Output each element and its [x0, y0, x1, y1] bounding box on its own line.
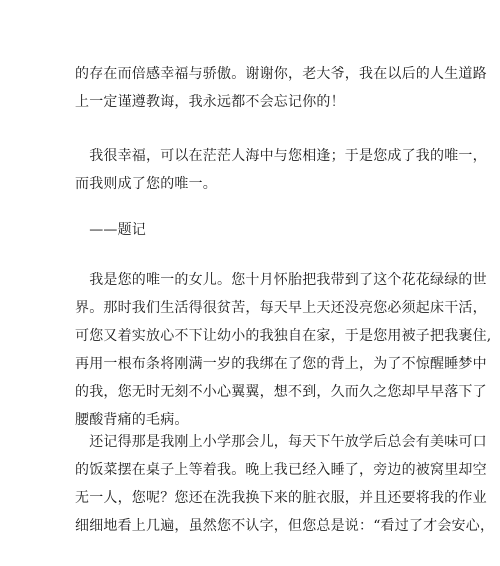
text-line: 细细地看上几遍，虽然您不认字，但您总是说：“看过了才会安心， — [75, 518, 495, 534]
text-line: 的我，您无时无刻不小心翼翼，想不到，久而久之您却早早落下了 — [75, 384, 487, 400]
text-line: 无一人，您呢？您还在洗我换下来的脏衣服，并且还要将我的作业 — [75, 490, 487, 506]
paragraph-primary-school-memory — [75, 428, 495, 540]
text-line: 界。那时我们生活得很贫苦，每天早上天还没亮您必须起床干活， — [75, 300, 487, 316]
text-line: 可您又着实放心不下让幼小的我独自在家，于是您用被子把我裹住, — [75, 328, 492, 344]
text-line: 上一定谨遵教诲，我永远都不会忘记你的！ — [75, 94, 345, 110]
paragraph-epigraph — [75, 142, 487, 198]
text-line: 再用一根布条将刚满一岁的我绑在了您的背上，为了不惊醒睡梦中 — [75, 356, 487, 372]
text-line: 的饭菜摆在桌子上等着我。晚上我已经入睡了，旁边的被窝里却空 — [75, 462, 487, 478]
text-line: 还记得那是我刚上小学那会儿，每天下午放学后总会有美味可口 — [75, 434, 487, 450]
text-line: 而我则成了您的唯一。 — [75, 176, 217, 192]
text-line: 腰酸背痛的毛病。 — [75, 412, 189, 428]
text-line: ——题记 — [75, 222, 146, 238]
paragraph-epigraph-attribution — [75, 216, 435, 244]
paragraph-closing-thanks — [75, 60, 487, 116]
paragraph-only-daughter — [75, 266, 492, 434]
text-line: 我很幸福，可以在茫茫人海中与您相逢；于是您成了我的唯一， — [75, 148, 487, 164]
text-line: 的存在而倍感幸福与骄傲。谢谢你，老大爷，我在以后的人生道路 — [75, 66, 487, 82]
text-line: 我是您的唯一的女儿。您十月怀胎把我带到了这个花花绿绿的世 — [75, 272, 487, 288]
